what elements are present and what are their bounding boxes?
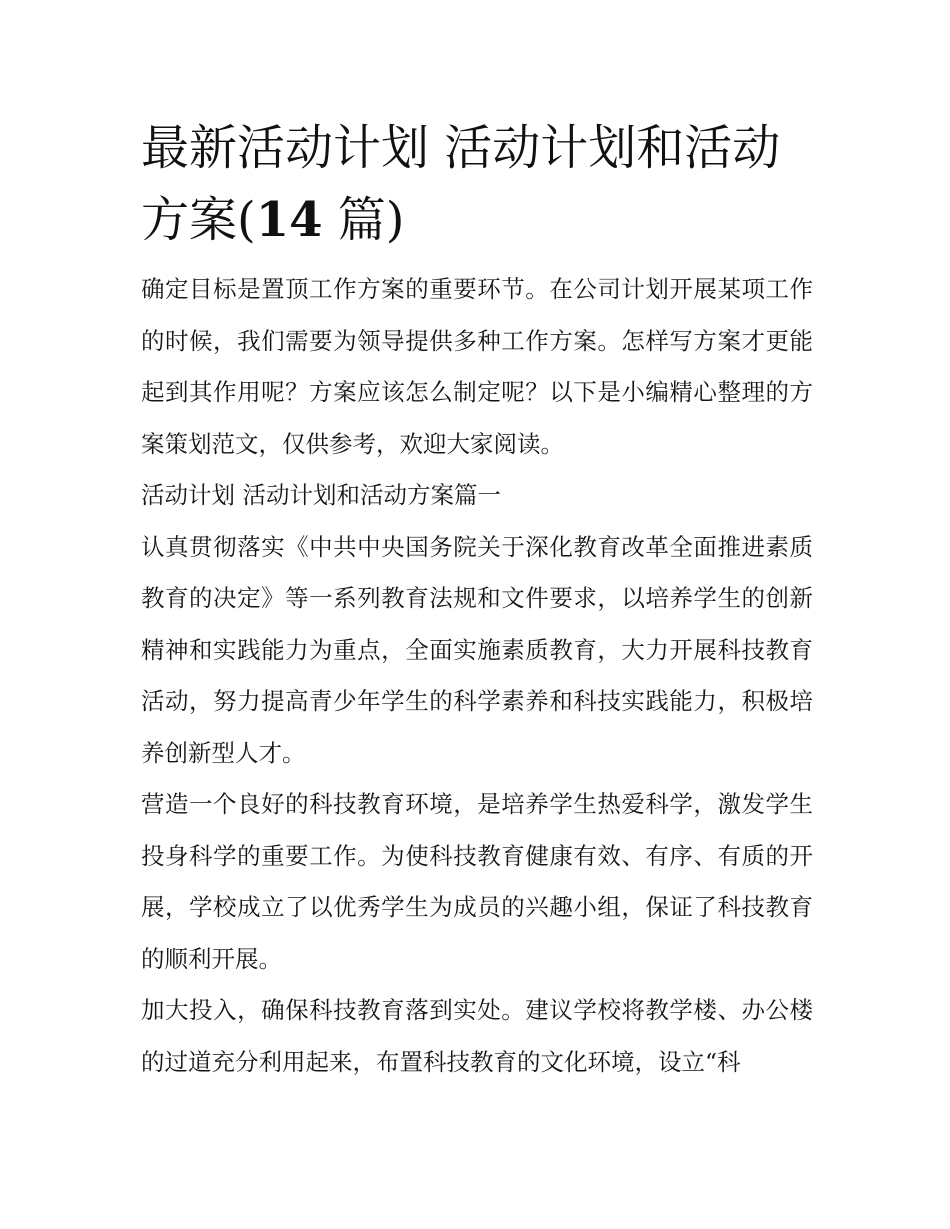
document-title [141,112,813,256]
body-paragraph-3: 加大投入，确保科技教育落到实处。建议学校将教学楼、办公楼的过道充分利用起来，布置科技教育的文化环境，设立“科 [141,996,813,1076]
document-content [141,112,813,1088]
body-paragraph-2: 营造一个良好的科技教育环境，是培养学生热爱科学，激发学生投身科学的重要工作。为使科技教育健康有效、有序、有质的开展，学校成立了以优秀学生为成员的兴趣小组，保证了科技教育的顺利开展。 [141,790,813,973]
body-paragraph-1: 认真贯彻落实《中共中央国务院关于深化教育改革全面推进素质教育的决定》等一系列教育法规和文件要求，以培养学生的创新精神和实践能力为重点，全面实施素质教育，大力开展科技教育活动，努力提高青少年学生的科学素养和科技实践能力，积极培养创新型人才。 [141,532,813,767]
title-text-part2: 篇) [322,192,405,248]
section-heading: 活动计划 活动计划和活动方案篇一 [141,481,501,509]
title-text-part1: 最新活动计划 活动计划和活动方案( [141,120,781,248]
title-number: 14 [255,192,323,248]
intro-paragraph: 确定目标是置顶工作方案的重要环节。在公司计划开展某项工作的时候，我们需要为领导提供多种工作方案。怎样写方案才更能起到其作用呢？方案应该怎么制定呢？以下是小编精心整理的方案策划范文，仅供参考，欢迎大家阅读。 [141,275,813,458]
